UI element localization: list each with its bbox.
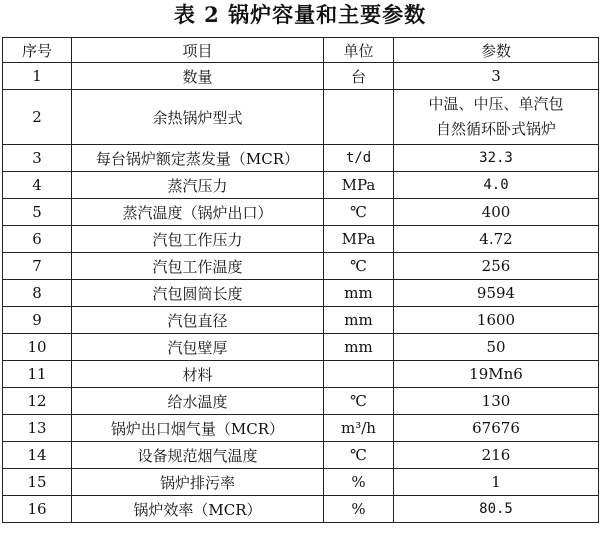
table-row: [3, 469, 599, 496]
row-item: 汽包直径: [72, 307, 324, 334]
row-item: 材料: [72, 361, 324, 388]
row-unit: ℃: [324, 199, 394, 226]
table-caption: 表 2 锅炉容量和主要参数: [173, 2, 427, 27]
row-item: 蒸汽温度（锅炉出口）: [72, 199, 324, 226]
table-row: [3, 280, 599, 307]
table-row: [3, 496, 599, 523]
row-no: 1: [3, 63, 72, 90]
row-unit: t/d: [324, 145, 394, 172]
row-item: 余热锅炉型式: [72, 90, 324, 145]
row-item: 锅炉出口烟气量（MCR）: [72, 415, 324, 442]
row-item: 锅炉排污率: [72, 469, 324, 496]
row-no: 15: [3, 469, 72, 496]
table-row: [3, 145, 599, 172]
row-no: 5: [3, 199, 72, 226]
row-value: [394, 90, 599, 145]
row-value: 3: [394, 63, 599, 90]
row-item: 汽包壁厚: [72, 334, 324, 361]
table-row: [3, 307, 599, 334]
row-value: 400: [394, 199, 599, 226]
row-value: 4.0: [394, 172, 599, 199]
header-unit: 单位: [324, 38, 394, 63]
row-item: 汽包工作压力: [72, 226, 324, 253]
row-no: 4: [3, 172, 72, 199]
row-no: 2: [3, 90, 72, 145]
row-no: 11: [3, 361, 72, 388]
row-unit: mm: [324, 334, 394, 361]
row-item: 汽包圆筒长度: [72, 280, 324, 307]
table-row: [3, 172, 599, 199]
table-row: [3, 415, 599, 442]
row-item: 锅炉效率（MCR）: [72, 496, 324, 523]
row-no: 10: [3, 334, 72, 361]
row-no: 7: [3, 253, 72, 280]
row-no: 8: [3, 280, 72, 307]
table-row: [3, 63, 599, 90]
row-value-line1: 中温、中压、单汽包: [428, 95, 564, 113]
row-value: 130: [394, 388, 599, 415]
table-row: [3, 361, 599, 388]
row-item: 设备规范烟气温度: [72, 442, 324, 469]
row-item: 蒸汽压力: [72, 172, 324, 199]
row-unit: ℃: [324, 388, 394, 415]
row-value-line2: 自然循环卧式锅炉: [435, 120, 556, 138]
row-unit: [324, 361, 394, 388]
header-item: 项目: [72, 38, 324, 63]
row-no: 3: [3, 145, 72, 172]
header-no: 序号: [3, 38, 72, 63]
table-row: [3, 388, 599, 415]
row-value: 9594: [394, 280, 599, 307]
row-value: 32.3: [394, 145, 599, 172]
row-item: 每台锅炉额定蒸发量（MCR）: [72, 145, 324, 172]
row-unit: 台: [324, 63, 394, 90]
row-unit: [324, 90, 394, 145]
row-value: 256: [394, 253, 599, 280]
row-value: 1600: [394, 307, 599, 334]
row-value: 50: [394, 334, 599, 361]
row-item: 给水温度: [72, 388, 324, 415]
row-unit: ℃: [324, 253, 394, 280]
table-row: [3, 90, 599, 145]
table-row: [3, 199, 599, 226]
row-unit: m³/h: [324, 415, 394, 442]
row-no: 12: [3, 388, 72, 415]
row-value: 67676: [394, 415, 599, 442]
boiler-parameters-table: [2, 37, 599, 523]
row-unit: mm: [324, 307, 394, 334]
header-row: [3, 38, 599, 63]
row-no: 6: [3, 226, 72, 253]
row-value: 4.72: [394, 226, 599, 253]
row-item: 汽包工作温度: [72, 253, 324, 280]
row-no: 14: [3, 442, 72, 469]
row-unit: MPa: [324, 226, 394, 253]
row-no: 16: [3, 496, 72, 523]
table-row: [3, 253, 599, 280]
row-no: 13: [3, 415, 72, 442]
row-value: 216: [394, 442, 599, 469]
row-unit: ℃: [324, 442, 394, 469]
table-row: [3, 334, 599, 361]
table-row: [3, 226, 599, 253]
row-unit: mm: [324, 280, 394, 307]
row-value: 1: [394, 469, 599, 496]
row-value: 19Mn6: [394, 361, 599, 388]
row-unit: %: [324, 496, 394, 523]
row-unit: MPa: [324, 172, 394, 199]
header-value: 参数: [394, 38, 599, 63]
row-unit: %: [324, 469, 394, 496]
row-value: 80.5: [394, 496, 599, 523]
row-no: 9: [3, 307, 72, 334]
table-row: [3, 442, 599, 469]
row-item: 数量: [72, 63, 324, 90]
